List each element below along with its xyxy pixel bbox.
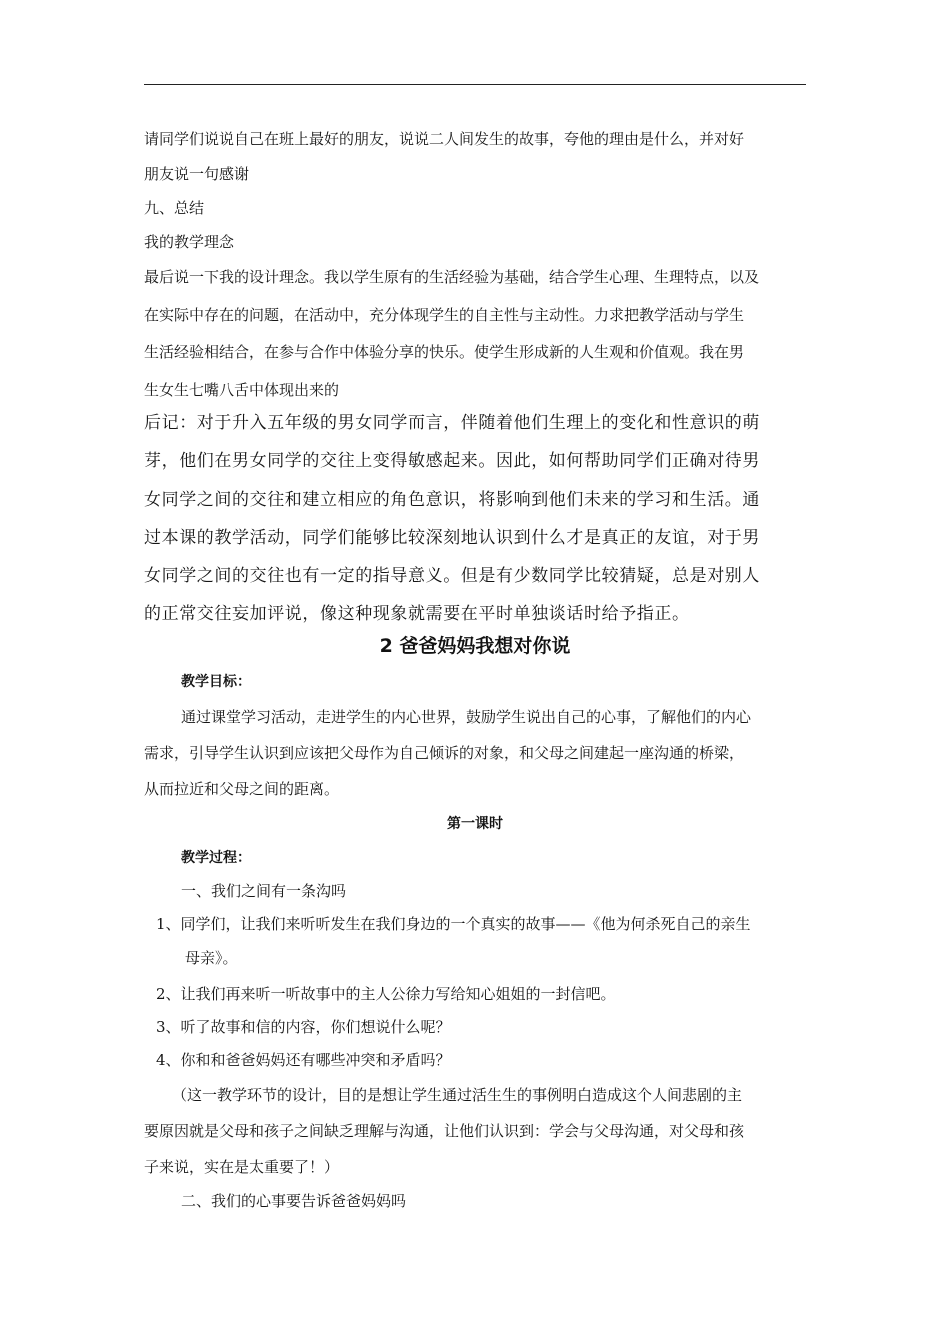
session-title: 第一课时 [447,816,503,832]
postscript-line: 芽，他们在男女同学的交往上变得敏感起来。因此，如何帮助同学们正确对待男 [144,451,760,471]
postscript-line: 的正常交往妄加评说，像这种现象就需要在平时单独谈话时给予指正。 [144,604,690,624]
paragraph-line: 生女生七嘴八舌中体现出来的 [144,381,340,399]
goals-line: 从而拉近和父母之间的距离。 [144,780,340,798]
teaching-philosophy-heading: 我的教学理念 [144,233,235,251]
step-item: 1、同学们，让我们来听听发生在我们身边的一个真实的故事——《他为何杀死自己的亲生 [156,915,751,933]
step-item-continued: 母亲》。 [185,949,238,967]
goals-heading: 教学目标： [181,674,251,690]
paragraph-line: 请同学们说说自己在班上最好的朋友，说说二人间发生的故事，夸他的理由是什么，并对好 [144,130,745,148]
postscript-line: 后记：对于升入五年级的男女同学而言，伴随着他们生理上的变化和性意识的萌 [144,413,760,433]
lesson-title: 2 爸爸妈妈我想对你说 [379,635,571,657]
part-one-heading: 一、我们之间有一条沟吗 [181,882,347,900]
paragraph-line: 生活经验相结合，在参与合作中体验分享的快乐。使学生形成新的人生观和价值观。我在男 [144,343,745,361]
design-note-line: （这一教学环节的设计，目的是想让学生通过活生生的事例明白造成这个人间悲剧的主 [172,1086,743,1104]
design-note-line: 子来说，实在是太重要了！） [144,1158,340,1176]
goals-line: 通过课堂学习活动，走进学生的内心世界，鼓励学生说出自己的心事，了解他们的内心 [181,708,752,726]
step-item: 2、让我们再来听一听故事中的主人公徐力写给知心姐姐的一封信吧。 [156,985,616,1003]
goals-line: 需求，引导学生认识到应该把父母作为自己倾诉的对象，和父母之间建起一座沟通的桥梁， [144,744,745,762]
part-two-heading: 二、我们的心事要告诉爸爸妈妈吗 [181,1192,407,1210]
paragraph-line: 朋友说一句感谢 [144,165,250,183]
step-item: 4、你和和爸爸妈妈还有哪些冲突和矛盾吗？ [156,1051,451,1069]
paragraph-line: 最后说一下我的设计理念。我以学生原有的生活经验为基础，结合学生心理、生理特点，以及 [144,268,760,286]
section-heading-summary: 九、总结 [144,199,205,217]
design-note-line: 要原因就是父母和孩子之间缺乏理解与沟通，让他们认识到：学会与父母沟通，对父母和孩 [144,1122,745,1140]
postscript-line: 女同学之间的交往和建立相应的角色意识，将影响到他们未来的学习和生活。通 [144,490,760,510]
step-item: 3、听了故事和信的内容，你们想说什么呢？ [156,1018,451,1036]
header-rule [144,84,806,85]
process-heading: 教学过程： [181,850,251,866]
postscript-line: 女同学之间的交往也有一定的指导意义。但是有少数同学比较猜疑，总是对别人 [144,566,760,586]
paragraph-line: 在实际中存在的问题，在活动中，充分体现学生的自主性与主动性。力求把教学活动与学生 [144,306,745,324]
postscript-line: 过本课的教学活动，同学们能够比较深刻地认识到什么才是真正的友谊，对于男 [144,528,760,548]
